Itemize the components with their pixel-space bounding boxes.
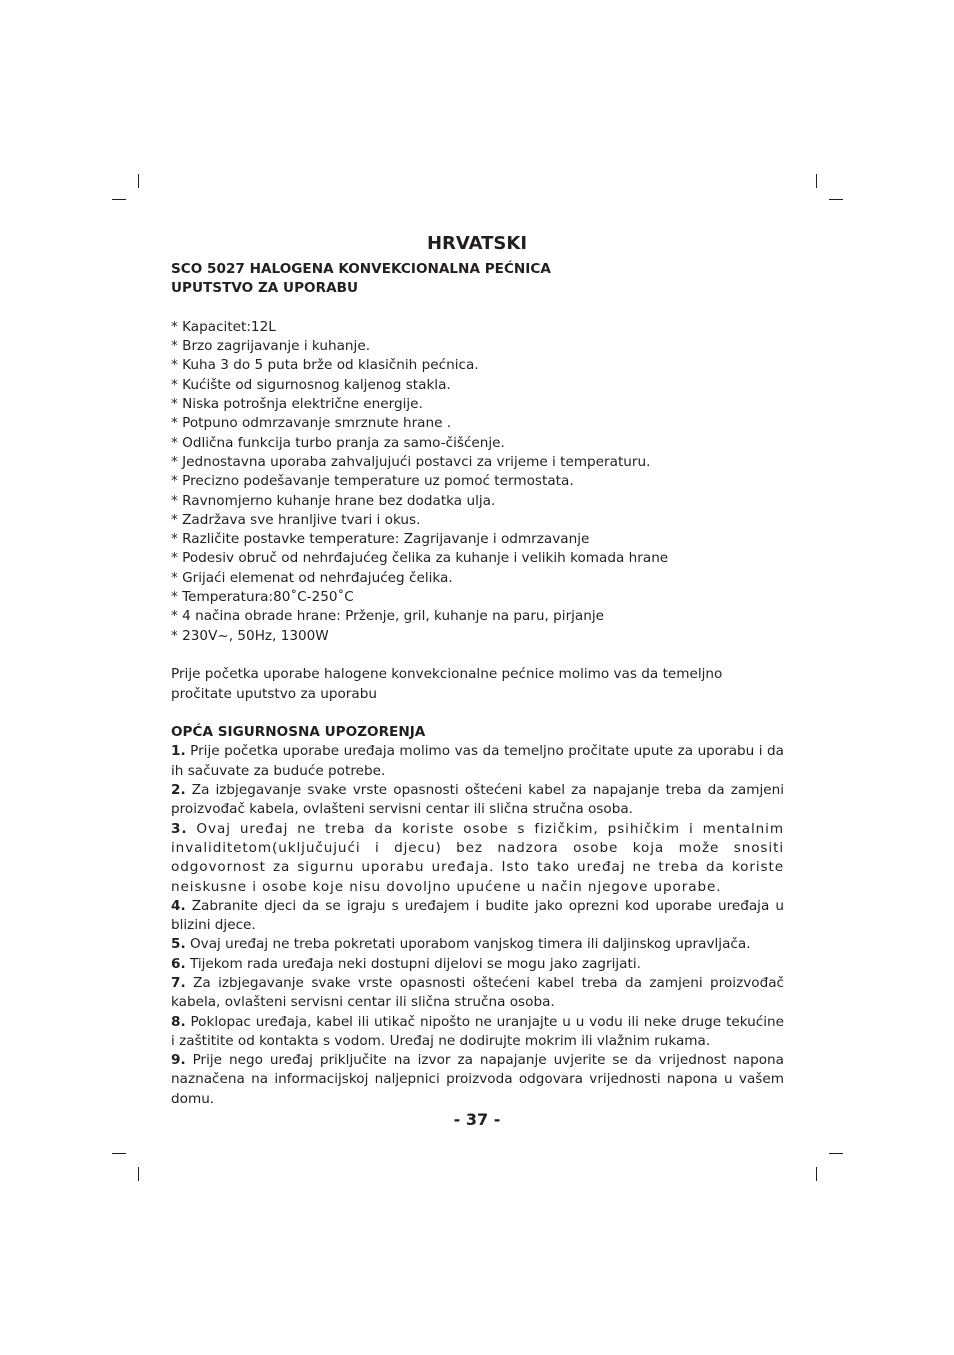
feature-item: * Potpuno odmrzavanje smrznute hrane .	[171, 415, 452, 432]
crop-mark-top-left-horizontal	[112, 199, 126, 200]
crop-mark-top-right-horizontal	[829, 199, 843, 200]
crop-mark-bottom-left-vertical	[138, 1167, 139, 1181]
warning-number: 3.	[171, 820, 188, 837]
spacer	[171, 299, 784, 318]
warning-item	[171, 955, 784, 974]
warning-number: 6.	[171, 955, 186, 972]
intro-paragraph: Prije početka uporabe halogene konvekcionalne pećnice molimo vas da temeljno pročitate uputstvo za uporabu	[171, 666, 723, 702]
warning-number: 9.	[171, 1052, 186, 1069]
warning-number: 8.	[171, 1013, 186, 1030]
warning-item	[171, 820, 784, 897]
warning-text: Prije početka uporabe uređaja molimo vas da temeljno pročitate upute za uporabu i da ih sačuvate za buduće potrebe.	[171, 743, 784, 779]
feature-item: * Ravnomjerno kuhanje hrane bez dodatka ulja.	[171, 492, 496, 509]
spacer	[171, 704, 784, 723]
feature-item: * Kućište od sigurnosnog kaljenog stakla.	[171, 376, 451, 393]
warning-item	[171, 974, 784, 1013]
manual-heading: UPUTSTVO ZA UPORABU	[171, 280, 359, 297]
feature-item: * Zadržava sve hranljive tvari i okus.	[171, 511, 421, 528]
warning-item	[171, 897, 784, 936]
feature-item: * Različite postavke temperature: Zagrijavanje i odmrzavanje	[171, 531, 590, 548]
warning-number: 5.	[171, 936, 186, 953]
feature-item: * Kuha 3 do 5 puta brže od klasičnih pećnica.	[171, 357, 479, 374]
warning-text: Zabranite djeci da se igraju s uređajem i budite jako oprezni kod uporabe uređaja u blizini djece.	[171, 897, 785, 934]
warning-item	[171, 935, 784, 954]
feature-item: * Temperatura:80˚C-250˚C	[171, 589, 354, 606]
feature-item: * Odlična funkcija turbo pranja za samo-čišćenje.	[171, 434, 505, 451]
warnings-heading: OPĆA SIGURNOSNA UPOZORENJA	[171, 724, 426, 741]
crop-mark-bottom-right-horizontal	[829, 1153, 843, 1154]
feature-item: * Niska potrošnja električne energije.	[171, 396, 423, 413]
warning-number: 4.	[171, 897, 186, 914]
warning-number: 1.	[171, 743, 186, 760]
crop-mark-top-left-vertical	[138, 174, 139, 188]
feature-item: * Kapacitet:12L	[171, 318, 276, 335]
page-title: HRVATSKI	[426, 233, 528, 254]
warning-text: Ovaj uređaj ne treba pokretati uporabom vanjskog timera ili daljinskog upravljača.	[189, 936, 751, 953]
warning-item	[171, 781, 784, 820]
feature-list	[171, 318, 784, 646]
warning-text: Ovaj uređaj ne treba da koriste osobe s fizičkim, psihičkim i mentalnim invaliditetom(uključujući i djecu) bez nadzora osobe koja može snositi odgovornost za sigurnu uporabu uređaja. Isto tako uređaj ne treba da koriste neiskusne i osobe koje nisu dovoljno upućene u način njegove uporabe.	[171, 820, 784, 895]
warning-text: Prije nego uređaj priključite na izvor za napajanje uvjerite se da vrijednost napona naznačena na informacijskoj naljepnici proizvoda odgovara vrijednosti napona u vašem domu.	[171, 1052, 784, 1107]
document-body	[171, 260, 784, 1109]
warning-number: 2.	[171, 782, 186, 799]
warning-text: Za izbjegavanje svake vrste opasnosti oštećeni kabel treba da zamjeni proizvođač kabela, ovlašteni servisni centar ili slična stručna osoba.	[171, 974, 785, 1011]
crop-mark-bottom-right-vertical	[816, 1167, 817, 1181]
page-number: - 37 -	[453, 1110, 501, 1129]
spacer	[171, 646, 784, 665]
feature-item: * Precizno podešavanje temperature uz pomoć termostata.	[171, 473, 574, 490]
feature-item: * Brzo zagrijavanje i kuhanje.	[171, 338, 371, 355]
crop-mark-bottom-left-horizontal	[112, 1153, 126, 1154]
crop-mark-top-right-vertical	[816, 174, 817, 188]
feature-item: * Podesiv obruč od nehrđajućeg čelika za kuhanje i velikih komada hrane	[171, 550, 669, 567]
feature-item: * Jednostavna uporaba zahvaljujući postavci za vrijeme i temperaturu.	[171, 453, 651, 470]
warning-item	[171, 1051, 784, 1109]
warning-number: 7.	[171, 974, 186, 991]
feature-item: * 230V~, 50Hz, 1300W	[171, 627, 329, 644]
feature-item: * Grijaći elemenat od nehrđajućeg čelika.	[171, 569, 453, 586]
warning-item	[171, 742, 784, 781]
warning-text: Za izbjegavanje svake vrste opasnosti oštećeni kabel za napajanje treba da zamjeni proizvođač kabela, ovlašteni servisni centar ili slična stručna osoba.	[171, 782, 784, 818]
warning-item	[171, 1013, 784, 1052]
warnings-list	[171, 742, 784, 1109]
feature-item: * 4 načina obrade hrane: Prženje, gril, kuhanje na paru, pirjanje	[171, 608, 605, 625]
product-heading: SCO 5027 HALOGENA KONVEKCIONALNA PEĆNICA	[171, 261, 551, 277]
warning-text: Tijekom rada uređaja neki dostupni dijelovi se mogu jako zagrijati.	[189, 955, 641, 972]
warning-text: Poklopac uređaja, kabel ili utikač nipošto ne uranjajte u u vodu ili neke druge tekućine i zaštitite od kontakta s vodom. Uređaj ne dodirujte mokrim ili vlažnim rukama.	[171, 1013, 784, 1049]
